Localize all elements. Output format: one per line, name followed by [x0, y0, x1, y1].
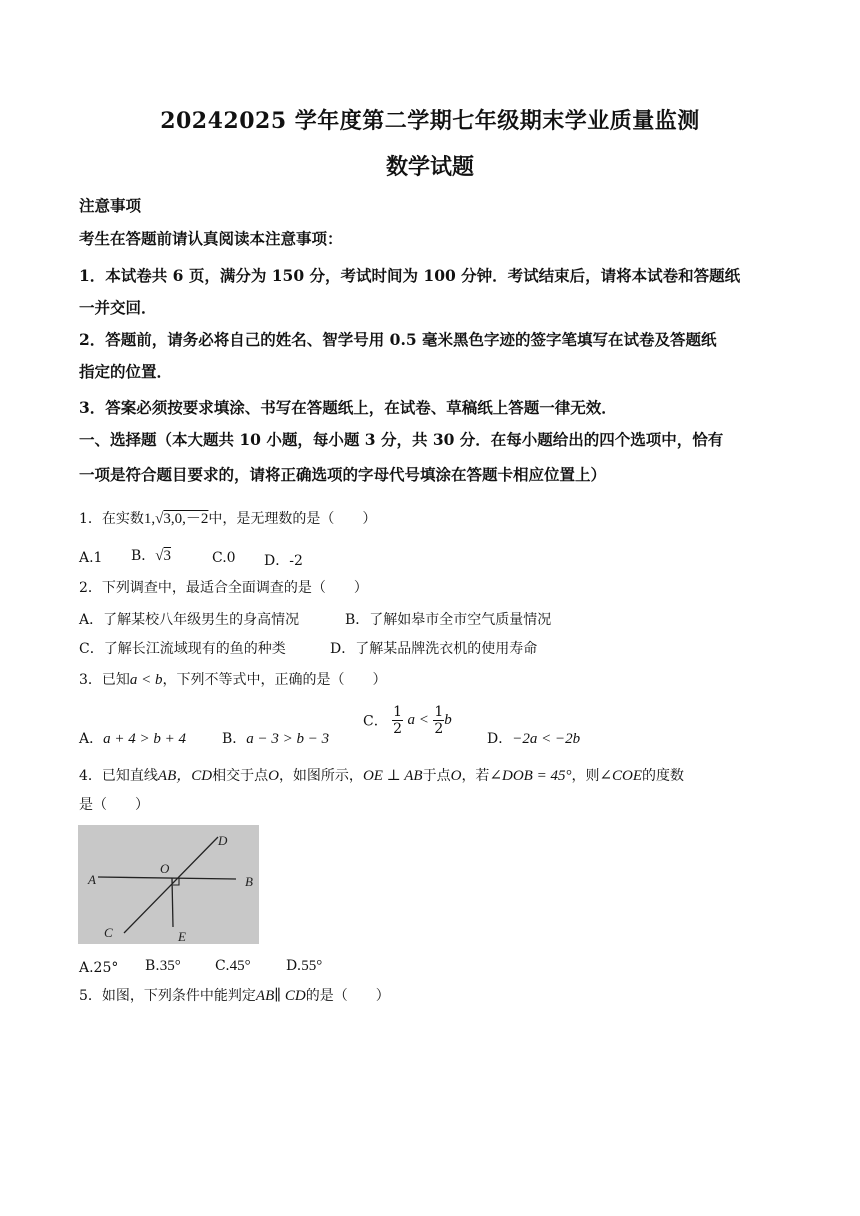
q4-option-d: D.55° — [286, 958, 323, 974]
q1-prefix: 1．在实数 — [79, 511, 144, 527]
notice-item-2-line-2: 指定的位置． — [79, 362, 173, 381]
sqrt-symbol: √ — [155, 511, 164, 527]
section-1-line-1: 一、选择题（本大题共 10 小题，每小题 3 分，共 30 分．在每小题给出的四个选项中，恰有 — [79, 430, 724, 449]
q1-suffix: 中，是无理数的是（ ） — [208, 511, 377, 527]
notice-intro: 考生在答题前请认真阅读本注意事项： — [79, 229, 343, 248]
exam-subtitle: 数学试题 — [385, 154, 474, 180]
q4-option-b: B.35° — [145, 958, 181, 974]
label-e: E — [178, 929, 186, 944]
q4-option-c: C.45° — [215, 958, 251, 974]
q1-option-c: C.0 — [212, 550, 236, 566]
q3-option-d: D．−2a < −2b — [487, 731, 581, 747]
label-b: B — [245, 874, 253, 889]
q2-option-c: C．了解长江流域现有的鱼的种类 — [79, 641, 286, 657]
label-a: A — [88, 872, 96, 887]
q2-option-d: D．了解某品牌洗衣机的使用寿命 — [330, 641, 538, 657]
question-5-stem: 5．如图，下列条件中能判定AB∥ CD的是（ ） — [79, 988, 390, 1004]
q1-numbers: 1,√3,0,－2 — [143, 511, 209, 527]
notice-item-2-line-1: 2．答题前，请务必将自己的姓名、智学号用 0.5 毫米黑色字迹的签字笔填写在试卷及答题纸 — [79, 330, 717, 349]
question-4-stem-line-2: 是（ ） — [79, 797, 149, 813]
question-4-stem-line-1: 4．已知直线AB，CD相交于点O，如图所示，OE ⊥ AB于点O，若∠DOB = 45°，则∠COE的度数 — [79, 768, 685, 784]
label-c: C — [104, 925, 113, 940]
notice-item-1-line-2: 一并交回． — [79, 298, 157, 317]
q3-option-c: C． $\frac{1}{2}$ a < $\frac{1}{2}$ b — [363, 704, 452, 737]
fraction-half: $\frac{1}{2}$ — [393, 704, 403, 737]
exam-title: 20242025 学年度第二学期七年级期末学业质量监测 — [160, 108, 700, 134]
intersecting-lines-figure — [78, 825, 259, 944]
question-3-stem: 3．已知a < b，下列不等式中，正确的是（ ） — [79, 672, 387, 688]
q3-option-b: B．a − 3 > b − 3 — [222, 731, 330, 747]
question-1-stem — [79, 505, 789, 533]
fraction-half: $\frac{1}{2}$ — [434, 704, 444, 737]
question-2-stem: 2．下列调查中，最适合全面调查的是（ ） — [79, 580, 368, 596]
label-d: D — [218, 833, 228, 848]
section-1-line-2: 一项是符合题目要求的，请将正确选项的字母代号填涂在答题卡相应位置上） — [79, 465, 607, 484]
notice-item-3: 3．答案必须按要求填涂、书写在答题纸上，在试卷、草稿纸上答题一律无效． — [79, 398, 617, 417]
notice-heading: 注意事项 — [79, 196, 142, 215]
q1-option-a: A.1 — [79, 550, 103, 566]
q2-option-a: A．了解某校八年级男生的身高情况 — [79, 612, 300, 628]
q3-option-a: A．a + 4 > b + 4 — [79, 731, 186, 747]
q4-option-a: A.25° — [79, 960, 119, 976]
q1-option-d: D．-2 — [264, 553, 303, 569]
notice-item-1-line-1: 1．本试卷共 6 页，满分为 150 分，考试时间为 100 分钟．考试结束后，请将本试卷和答题纸 — [79, 266, 741, 285]
q1-option-b: B．√3 — [131, 548, 172, 564]
label-o: O — [160, 861, 170, 876]
q3-condition: a < b — [129, 672, 163, 688]
q2-option-b: B．了解如皋市全市空气质量情况 — [345, 612, 552, 628]
